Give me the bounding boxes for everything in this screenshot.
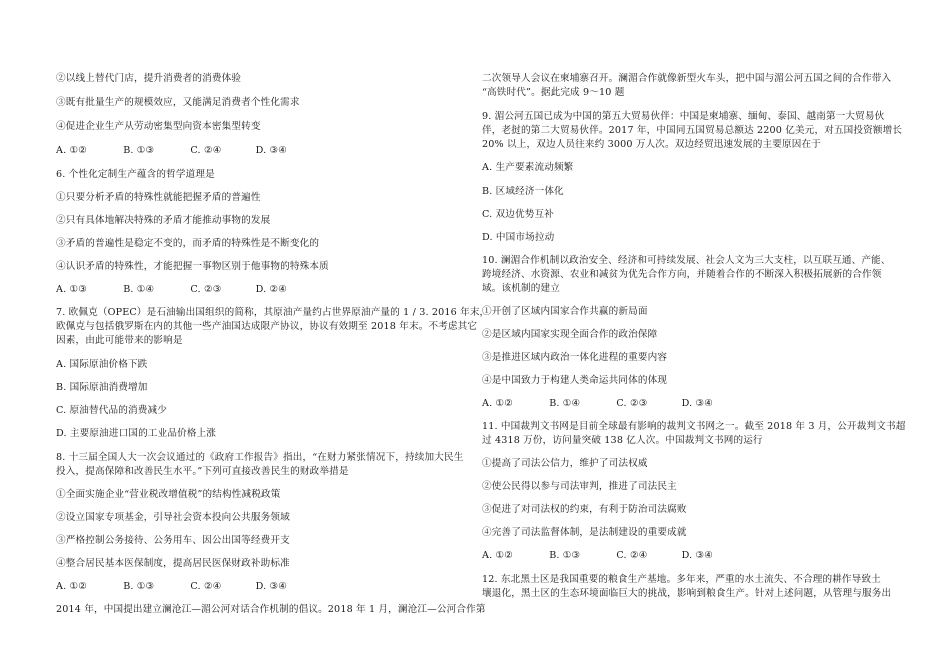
q6-choices (56, 283, 287, 296)
q10-choice-b: B. ①④ (549, 398, 581, 409)
q5-choices (56, 144, 287, 157)
q10-choices (482, 397, 713, 410)
q9-stem-line-2: 伴，老挝的第二大贸易伙伴。2017 年，中国同五国贸易总额达 2200 亿美元，对五国投资额增长 (482, 125, 903, 136)
q11-choice-b: B. ①③ (549, 550, 581, 561)
q5-item-4: ④促进企业生产从劳动密集型向资本密集型转变 (56, 121, 261, 132)
passage-line-1: 二次领导人会议在柬埔寨召开。澜湄合作就像新型火车头，把中国与湄公河五国之间的合作带入 (482, 73, 892, 84)
q8-choice-a: A. ①② (56, 581, 87, 592)
q11-item-1: ①提高了司法公信力，维护了司法权威 (482, 458, 648, 469)
q10-item-4: ④是中国致力于构建人类命运共同体的体现 (482, 375, 668, 386)
q10-item-1: ①开创了区域内国家合作共赢的新局面 (482, 306, 648, 317)
q6-item-2: ②只有具体地解决特殊的矛盾才能推动事物的发展 (56, 215, 271, 226)
q9-option-b: B. 区域经济一体化 (482, 186, 564, 197)
q6-choice-a: A. ①③ (56, 284, 87, 295)
q11-choice-d: D. ③④ (681, 550, 714, 561)
q6-item-3: ③矛盾的普遍性是稳定不变的，而矛盾的特殊性是不断变化的 (56, 238, 320, 249)
q10-choice-c: C. ②③ (616, 398, 648, 409)
q9-stem-line-1: 9. 湄公河五国已成为中国的第五大贸易伙伴：中国是柬埔寨、缅甸、泰国、越南第一大贸易伙 (482, 111, 885, 122)
q8-item-3: ③严格控制公务接待、公务用车、因公出国等经费开支 (56, 535, 290, 546)
q11-stem-line-1: 11. 中国裁判文书网是目前全球最有影响的裁判文书网之一。截至 2018 年 3 月，公开裁判文书超 (482, 421, 906, 432)
q6-item-4: ④认识矛盾的特殊性，才能把握一事物区别于他事物的特殊本质 (56, 261, 329, 272)
passage-line-2: “高铁时代”。据此完成 9～10 题 (482, 87, 625, 98)
q6-item-1: ①只要分析矛盾的特殊性就能把握矛盾的普遍性 (56, 192, 261, 203)
q11-item-3: ③促进了对司法权的约束，有利于防治司法腐败 (482, 504, 687, 515)
q8-stem-line-2: 投入，提高保障和改善民生水平。”下列可直接改善民生的财政举措是 (56, 466, 349, 477)
q8-stem-line-1: 8. 十三届全国人大一次会议通过的《政府工作报告》指出，“在财力紧张情况下，持续加大民生 (56, 452, 464, 463)
q5-choice-a: A. ①② (56, 145, 87, 156)
q7-option-b: B. 国际原油消费增加 (56, 382, 148, 393)
q5-item-2: ②以线上替代门店，提升消费者的消费体验 (56, 73, 242, 84)
q6-choice-b: B. ①④ (123, 284, 155, 295)
q11-choice-a: A. ①② (482, 550, 513, 561)
q9-stem-line-3: 20% 以上，双边人员往来约 3000 万人次。双边经贸迅速发展的主要原因在于 (482, 139, 821, 150)
q6-stem: 6. 个性化定制生产蕴含的哲学道理是 (56, 169, 215, 180)
q8-choice-d: D. ③④ (255, 581, 288, 592)
q8-item-4: ④整合居民基本医保制度，提高居民医保财政补助标准 (56, 558, 290, 569)
q11-item-4: ④完善了司法监督体制，是法制建设的重要成就 (482, 527, 687, 538)
q5-choice-d: D. ③④ (255, 145, 288, 156)
q6-choice-d: D. ②④ (255, 284, 288, 295)
q10-stem-line-1: 10. 澜湄合作机制以政治安全、经济和可持续发展、社会人文为三大支柱，以互联互通、产能、 (482, 255, 891, 266)
q7-stem-line-2: 欧佩克与包括俄罗斯在内的其他一些产油国达成限产协议，协议有效期至 2018 年末。不考虑其它 (56, 321, 478, 332)
q10-stem-line-3: 域。该机制的建立 (482, 283, 560, 294)
q8-item-1: ①全面实施企业“营业税改增值税”的结构性减税政策 (56, 489, 281, 500)
q7-stem-line-1: 7. 欧佩克（OPEC）是石油输出国组织的简称，其原油产量约占世界原油产量的 1 / 3. 2016 年末， (56, 307, 490, 318)
q9-option-d: D. 中国市场拉动 (482, 232, 555, 243)
q10-item-2: ②是区域内国家实现全面合作的政治保障 (482, 329, 658, 340)
q5-choice-c: C. ②④ (190, 145, 222, 156)
q8-choice-b: B. ①③ (123, 581, 155, 592)
q11-item-2: ②使公民得以参与司法审判，推进了司法民主 (482, 481, 677, 492)
q9-option-a: A. 生产要素流动频繁 (482, 162, 574, 173)
q7-option-d: D. 主要原油进口国的工业品价格上涨 (56, 428, 217, 439)
q7-option-c: C. 原油替代品的消费减少 (56, 405, 167, 416)
q10-item-3: ③是推进区域内政治一体化进程的重要内容 (482, 352, 668, 363)
q7-option-a: A. 国际原油价格下跌 (56, 359, 148, 370)
q11-stem-line-2: 过 4318 万份，访问量突破 138 亿人次。中国裁判文书网的运行 (482, 435, 763, 446)
q5-item-3: ③既有批量生产的规模效应，又能满足消费者个性化需求 (56, 97, 300, 108)
q8-choice-c: C. ②④ (190, 581, 222, 592)
q8-item-2: ②设立国家专项基金，引导社会资本投向公共服务领域 (56, 512, 290, 523)
q10-choice-a: A. ①② (482, 398, 513, 409)
q12-stem-line-1: 12. 东北黑土区是我国重要的粮食生产基地。多年来，严重的水土流失、不合理的耕作导致土 (482, 574, 881, 585)
q6-choice-c: C. ②③ (190, 284, 222, 295)
passage-line: 2014 年，中国提出建立澜沧江—湄公河对话合作机制的倡议。2018 年 1 月，澜沧江—公河合作第 (56, 604, 486, 615)
q10-choice-d: D. ③④ (681, 398, 714, 409)
q10-stem-line-2: 跨境经济、水资源、农业和减贫为优先合作方向，并随着合作的不断深入积极拓展新的合作领 (482, 269, 882, 280)
q11-choice-c: C. ②④ (616, 550, 648, 561)
q12-stem-line-2: 壤退化，黑土区的生态环境面临巨大的挑战，影响到粮食生产。针对上述问题，从管理与服务出 (482, 588, 892, 599)
q9-option-c: C. 双边优势互补 (482, 209, 555, 220)
q7-stem-line-3: 因素，由此可能带来的影响是 (56, 335, 183, 346)
q11-choices (482, 549, 713, 562)
q5-choice-b: B. ①③ (123, 145, 155, 156)
q8-choices (56, 580, 287, 593)
